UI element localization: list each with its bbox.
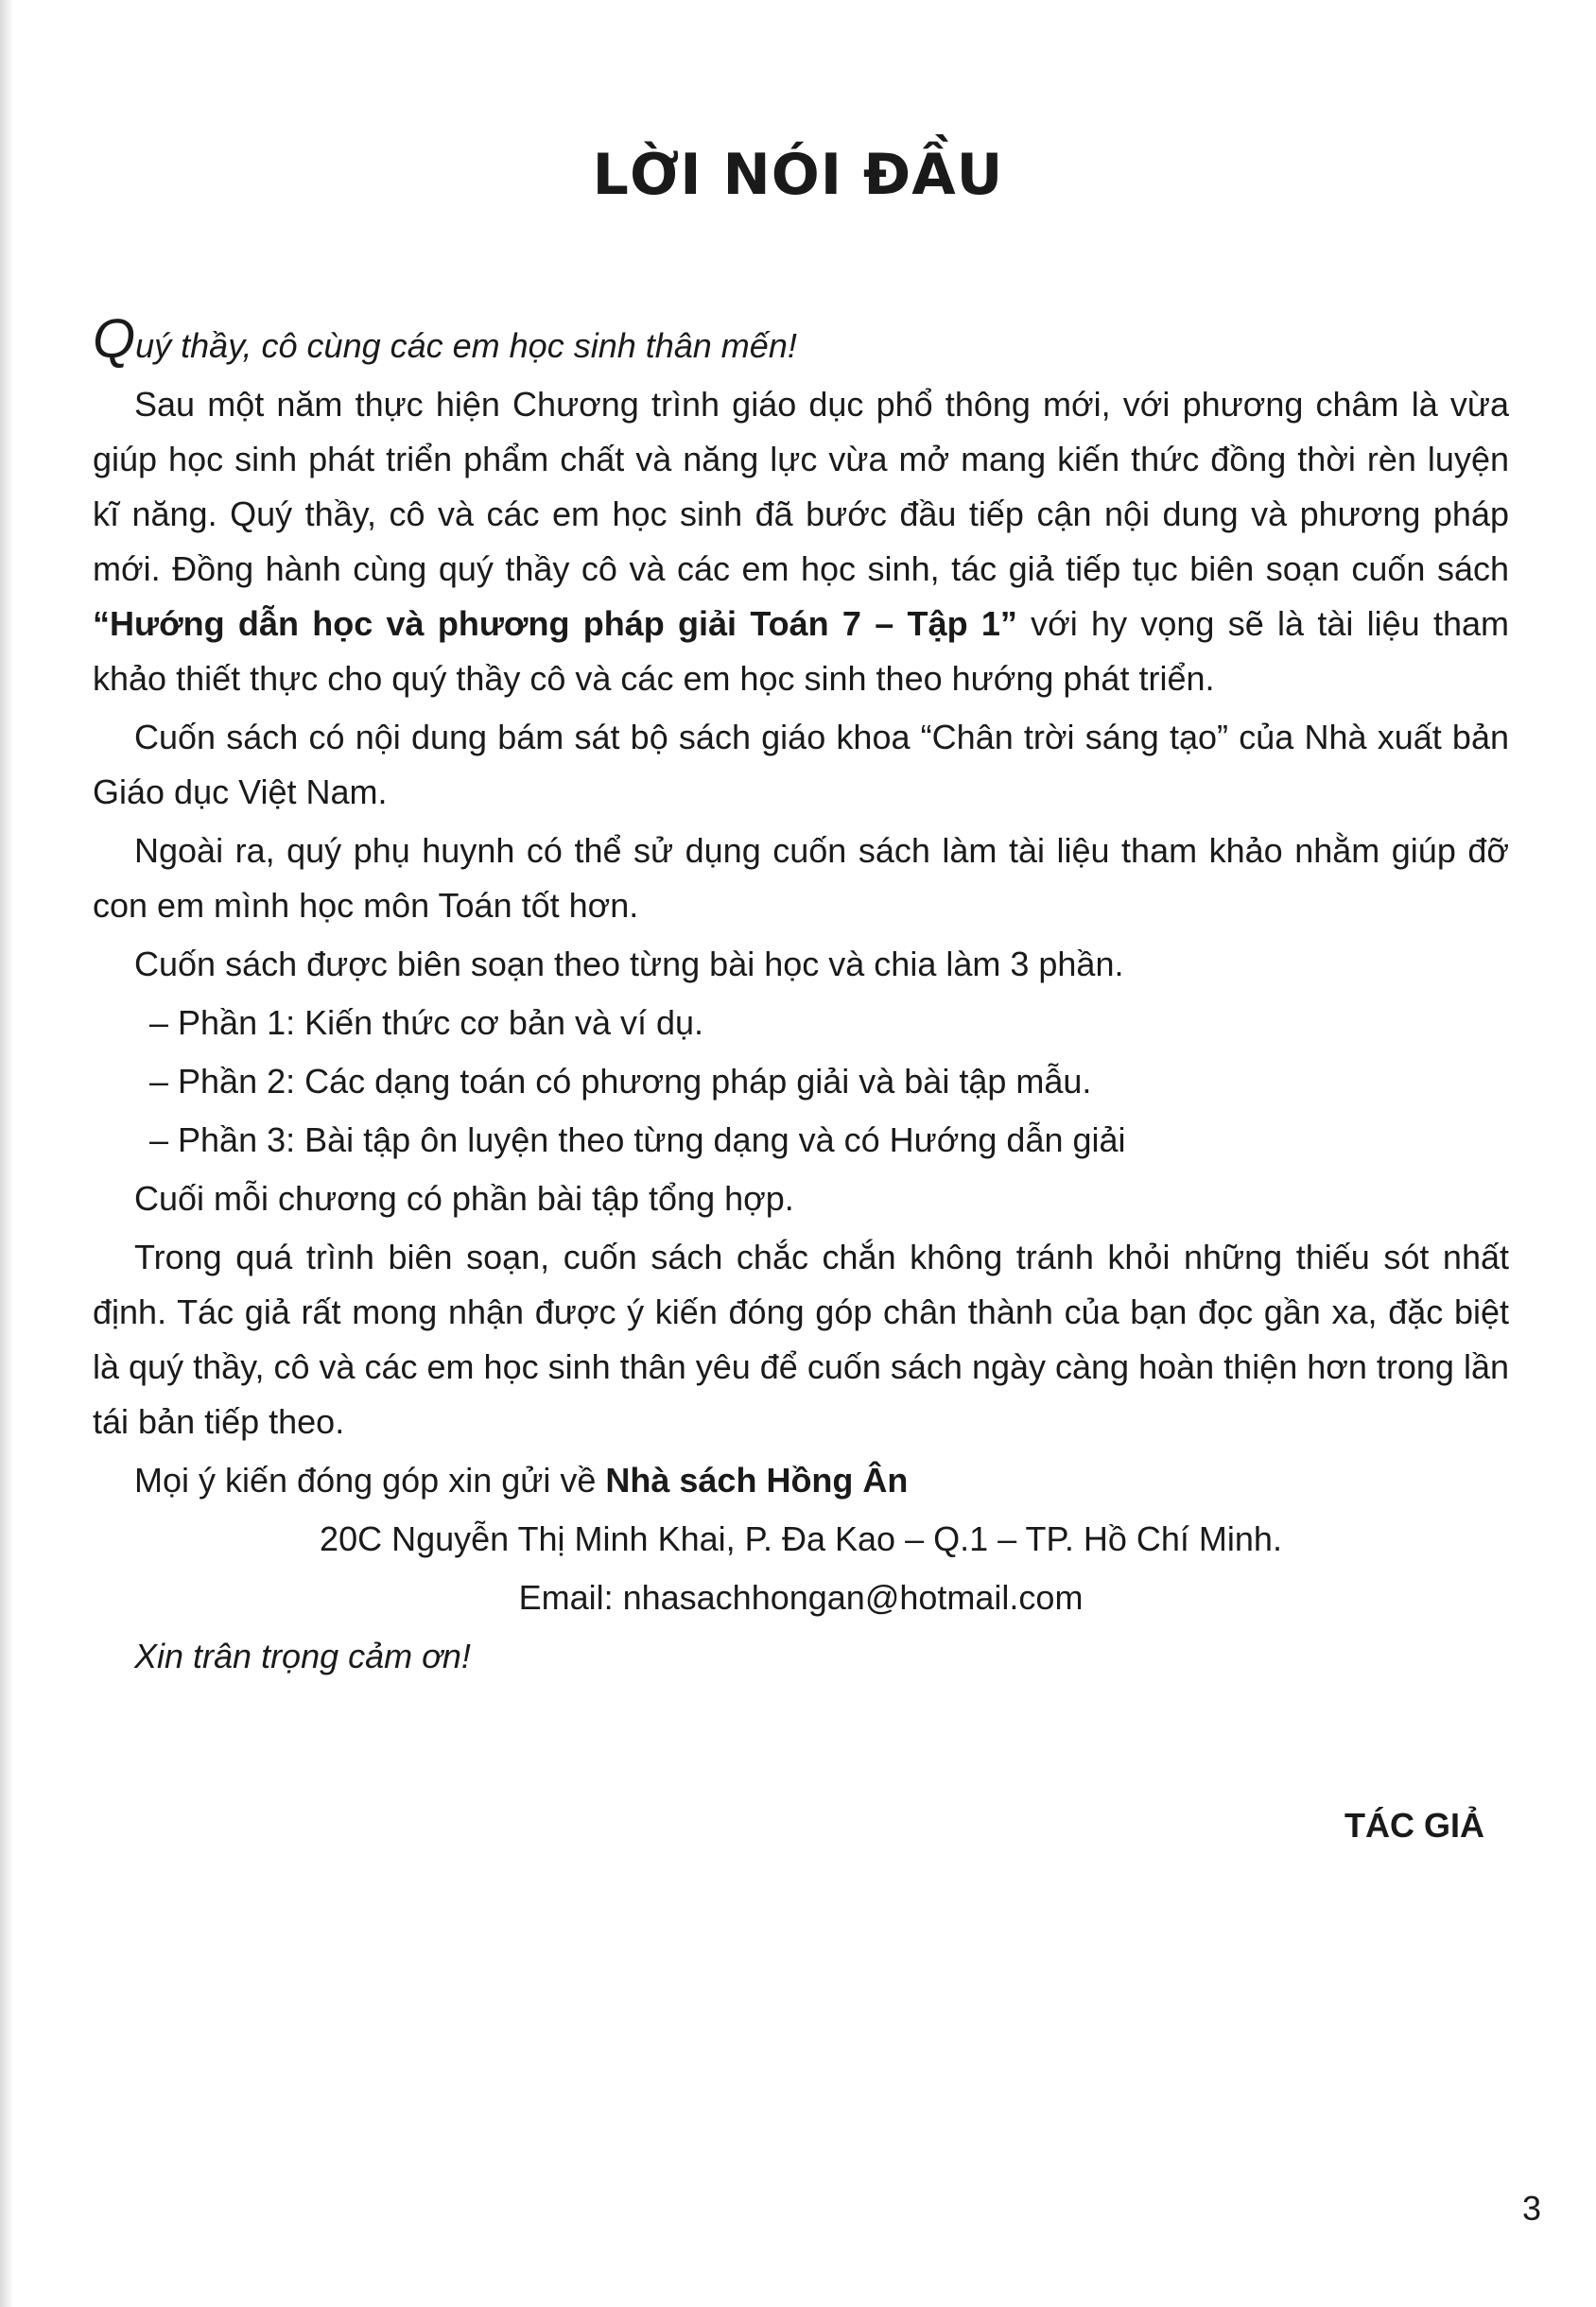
- paragraph-intro-part1: Sau một năm thực hiện Chương trình giáo dục phổ thông mới, với phương châm là vừa giúp học sinh phát triển phẩm chất và năng lực vừa mở mang kiến thức đồng thời rèn luyện kĩ năng. Quý thầy, cô và các em học sinh đã bước đầu tiếp cận nội dung và phương pháp mới. Đồng hành cùng quý thầy cô và các em học sinh, tác giả tiếp tục biên soạn cuốn sách: [93, 385, 1509, 588]
- contact-email: Email: nhasachhongan@hotmail.com: [518, 1578, 1084, 1617]
- paragraph-textbook: Cuốn sách có nội dung bám sát bộ sách giáo khoa “Chân trời sáng tạo” của Nhà xuất bản Giáo dục Việt Nam.: [93, 718, 1509, 811]
- paragraph-intro: [93, 377, 1509, 706]
- page-number: 3: [1521, 2189, 1541, 2228]
- greeting-initial: Q: [93, 308, 136, 370]
- preface-body: [93, 308, 1509, 1688]
- greeting-text: uý thầy, cô cùng các em học sinh thân mến!: [135, 326, 797, 365]
- page-title: LỜI NÓI ĐẦU: [592, 142, 1004, 208]
- author-signature: TÁC GIẢ: [1344, 1806, 1484, 1845]
- paragraph-structure: Cuốn sách được biên soạn theo từng bài học và chia làm 3 phần.: [134, 945, 1124, 983]
- greeting: [93, 308, 1509, 373]
- list-item-part-2: – Phần 2: Các dạng toán có phương pháp giải và bài tập mẫu.: [149, 1062, 1092, 1101]
- paragraph-chapter-exercises: Cuối mỗi chương có phần bài tập tổng hợp.: [134, 1179, 794, 1218]
- paragraph-feedback: Trong quá trình biên soạn, cuốn sách chắc chắn không tránh khỏi những thiếu sót nhất định. Tác giả rất mong nhận được ý kiến đóng góp chân thành của bạn đọc gần xa, đặc biệt là quý thầy, cô và các em học sinh thân yêu để cuốn sách ngày càng hoàn thiện hơn trong lần tái bản tiếp theo.: [93, 1238, 1509, 1441]
- contact-address: 20C Nguyễn Thị Minh Khai, P. Đa Kao – Q.1 – TP. Hồ Chí Minh.: [320, 1519, 1282, 1558]
- contact-intro: [93, 1453, 1509, 1508]
- list-item-part-3: – Phần 3: Bài tập ôn luyện theo từng dạng và có Hướng dẫn giải: [149, 1120, 1126, 1159]
- publisher-name: Nhà sách Hồng Ân: [605, 1461, 909, 1500]
- list-item-part-1: – Phần 1: Kiến thức cơ bản và ví dụ.: [149, 1003, 704, 1042]
- paragraph-intro-part2: với hy vọng sẽ là tài liệu tham khảo thiết thực cho quý thầy cô và các em học sinh theo hướng phát triển.: [93, 604, 1509, 698]
- book-title: “Hướng dẫn học và phương pháp giải Toán 7 – Tập 1”: [93, 604, 1017, 643]
- paragraph-parents: Ngoài ra, quý phụ huynh có thể sử dụng cuốn sách làm tài liệu tham khảo nhằm giúp đỡ con em mình học môn Toán tốt hơn.: [93, 831, 1509, 925]
- contact-intro-text: Mọi ý kiến đóng góp xin gửi về: [134, 1461, 606, 1500]
- page-edge-shadow: [0, 0, 13, 2307]
- closing-thanks: Xin trân trọng cảm ơn!: [134, 1637, 471, 1675]
